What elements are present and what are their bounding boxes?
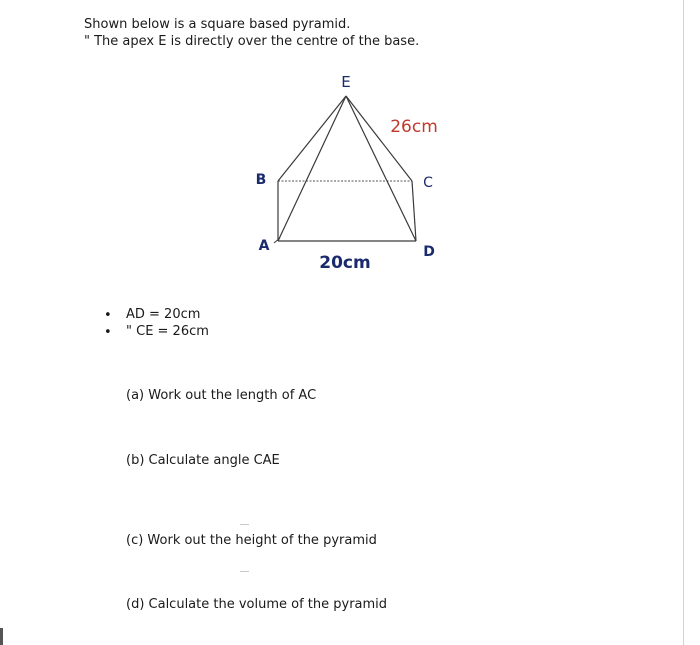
measure-ce: 26cm	[390, 117, 438, 137]
given-ad: AD = 20cm	[126, 307, 201, 322]
intro-text	[84, 16, 419, 50]
scan-speck	[240, 524, 249, 525]
scan-speck	[240, 571, 249, 572]
intro-line-2: " The apex E is directly over the centre of the base.	[84, 34, 420, 49]
edge-ec	[346, 96, 412, 181]
vertex-label-a: A	[258, 238, 270, 254]
vertex-label-d: D	[423, 244, 435, 260]
question-b: (b) Calculate angle CAE	[126, 453, 280, 468]
vertex-label-e: E	[341, 73, 351, 91]
page-edge-divider	[683, 0, 684, 645]
pyramid-diagram	[250, 66, 450, 286]
question-c: (c) Work out the height of the pyramid	[126, 533, 377, 548]
vertex-label-c: C	[423, 175, 433, 191]
measure-ad: 20cm	[319, 253, 371, 273]
page-edge-marker	[0, 628, 3, 645]
edge-cd	[412, 181, 416, 241]
given-values-list	[104, 306, 209, 340]
bullet-icon: •	[104, 308, 112, 323]
list-item	[104, 323, 209, 340]
bullet-icon: •	[104, 325, 112, 340]
given-ce: " CE = 26cm	[126, 324, 209, 339]
vertex-label-b: B	[255, 172, 267, 188]
question-d: (d) Calculate the volume of the pyramid	[126, 597, 388, 612]
question-a: (a) Work out the length of AC	[126, 388, 317, 403]
list-item	[104, 306, 209, 323]
intro-line-1: Shown below is a square based pyramid.	[84, 17, 351, 32]
